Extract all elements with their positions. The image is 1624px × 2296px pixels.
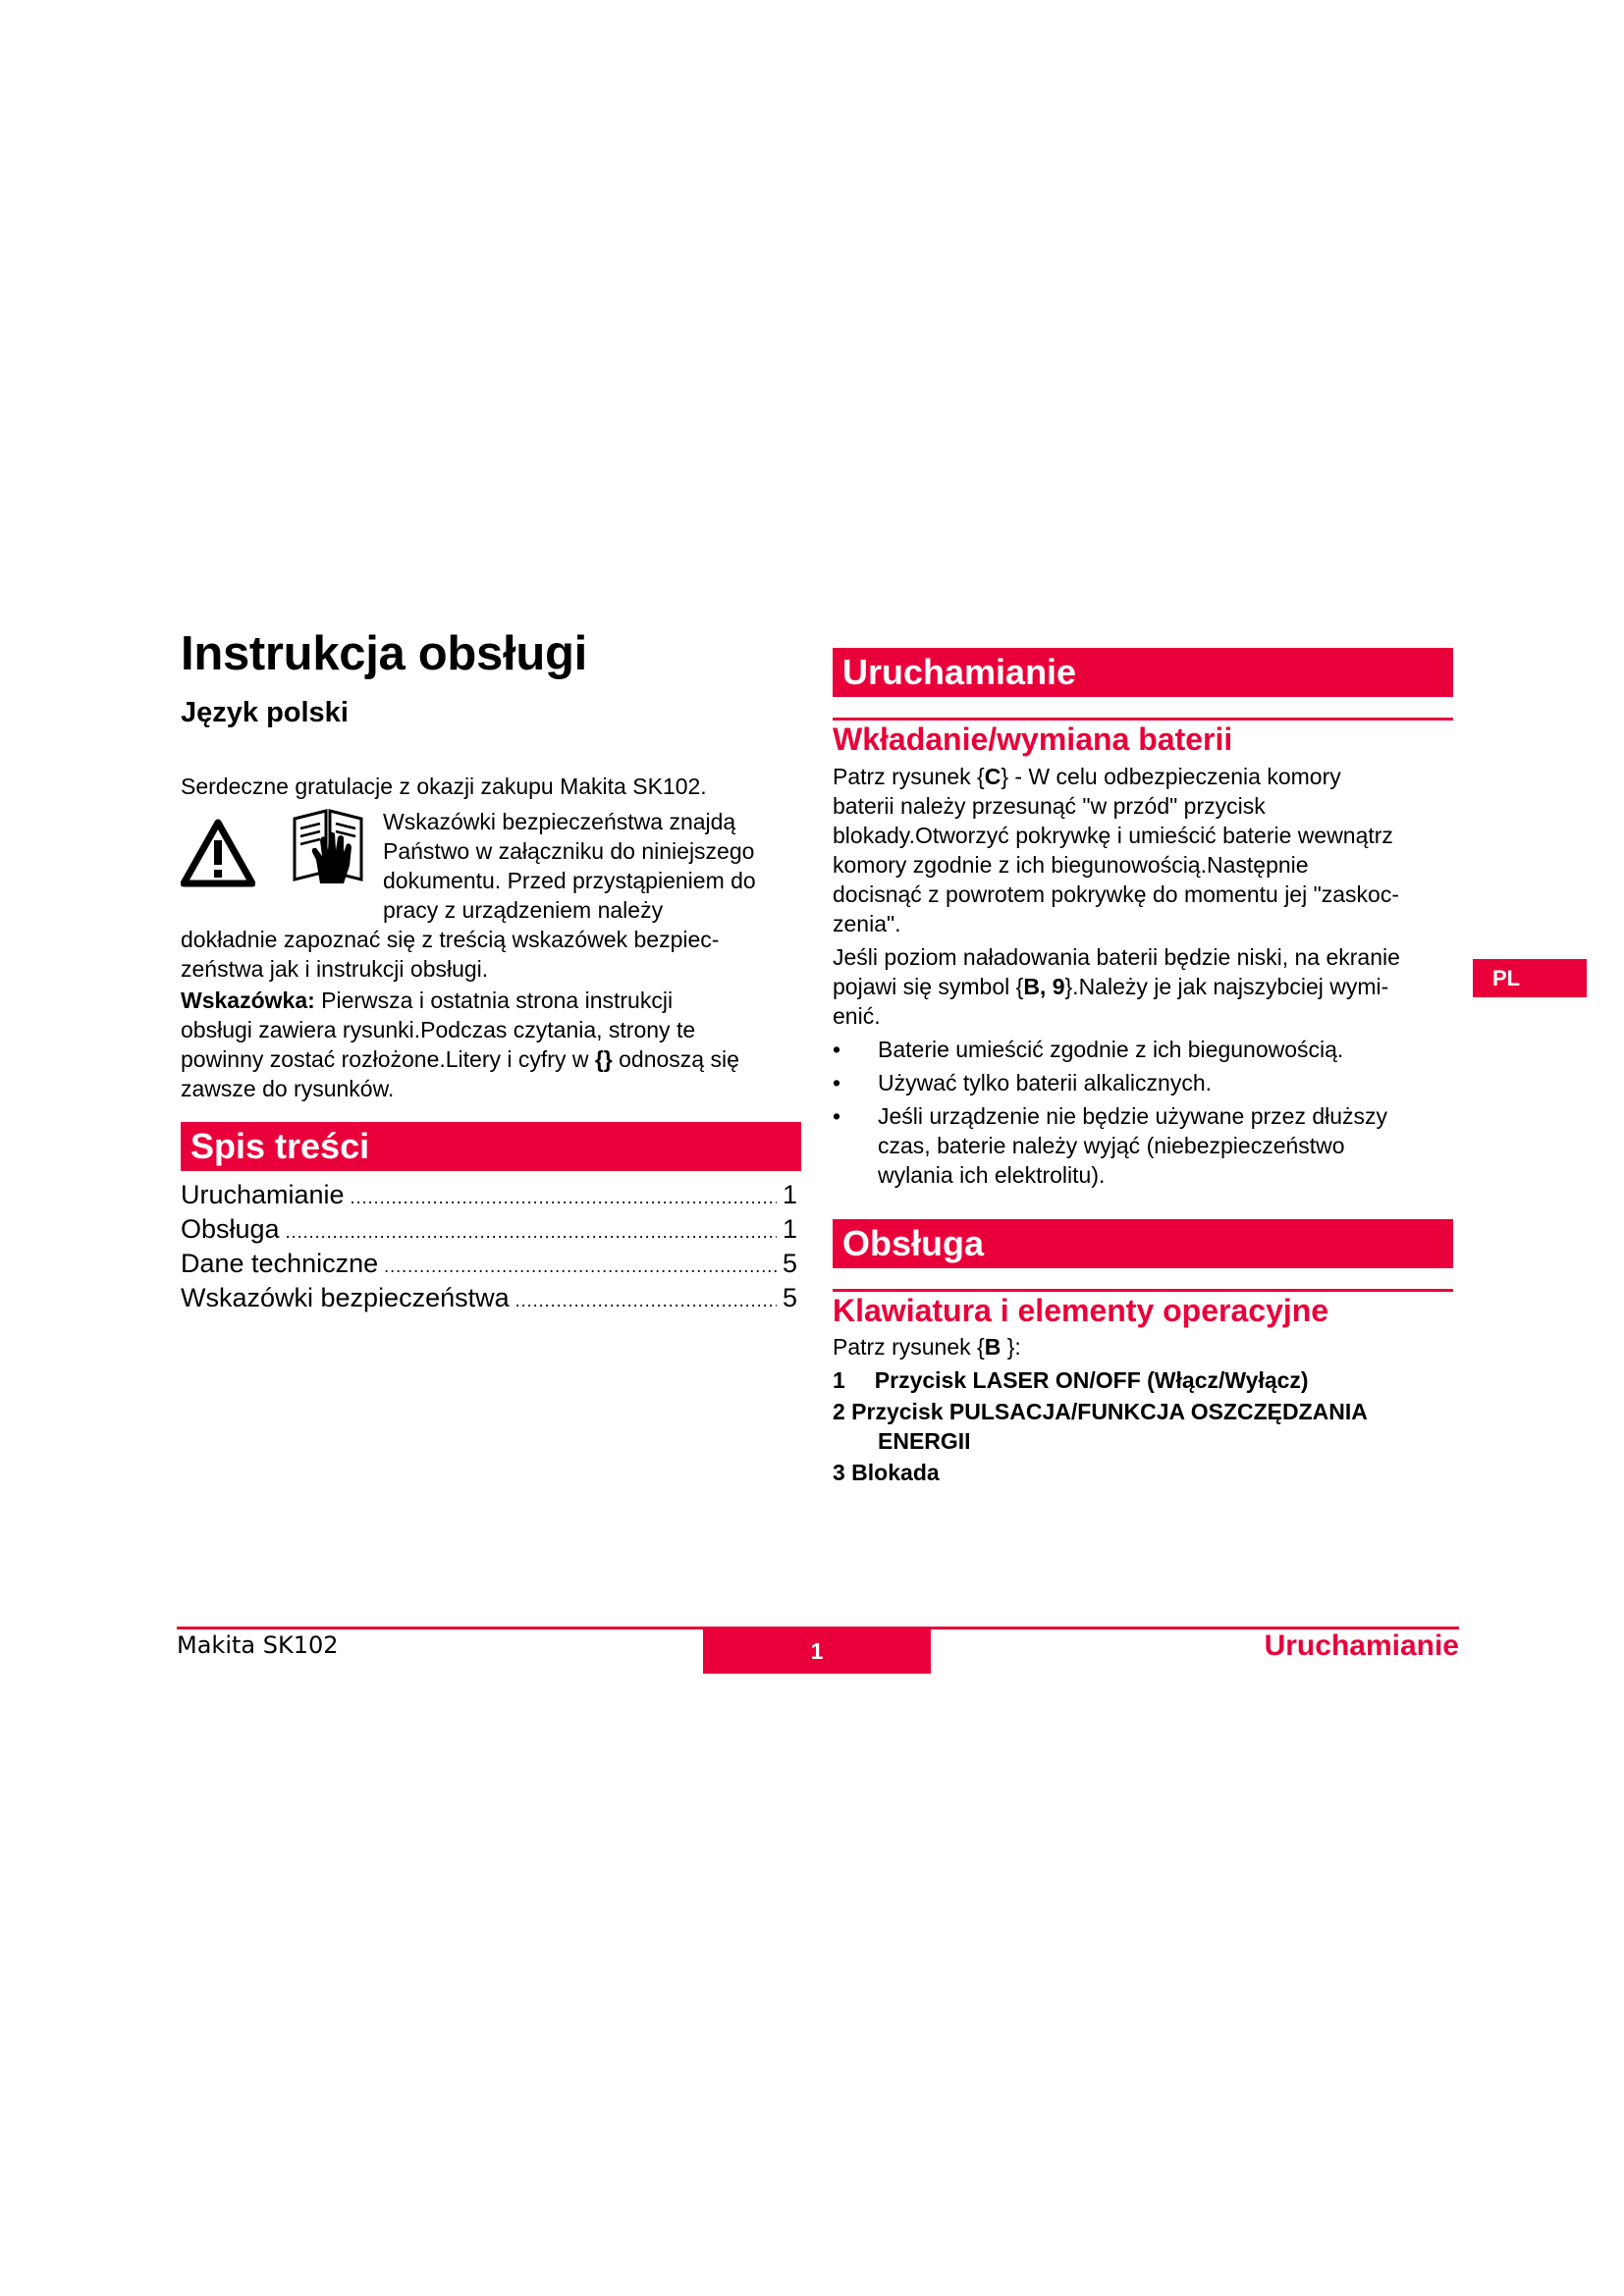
page-title: Instrukcja obsługi: [181, 627, 587, 680]
list-item: • Baterie umieścić zgodnie z ich biegunowością.: [833, 1037, 1344, 1062]
note-paragraph: Wskazówka: Pierwsza i ostatnia strona instrukcji obsługi zawiera rysunki.Podczas czytania, strony te powinny zostać rozłożone.Litery i cyfry w {} odnoszą się zawsze do rysunków.: [181, 988, 739, 1101]
footer-brand: Makita SK102: [177, 1631, 339, 1659]
note-label: Wskazówka:: [181, 988, 315, 1013]
battery-text: Patrz rysunek {C} - W celu odbezpieczenia komory baterii należy przesunąć "w przód" przycisk blokady.Otworzyć pokrywkę i umieścić baterie wewnątrz komory zgodnie z ich biegunowością.Następnie docisnąć z powrotem pokrywkę do momentu jej "zaskoc- zenia". Jeśli poziom naładowania baterii będzie niski, na ekranie pojawi się symbol {B, 9}.Należy je jak najszybciej wymi- enić. • Baterie umieścić zgodnie z ich biegunowością. • Używać tylko baterii alkalicznych. • Jeśli urządzenie nie będzie używane przez dłuższy czas, baterie należy wyjąć (niebezpieczeństwo wylania ich elektrolitu).: [833, 762, 1457, 1190]
footer-section-title: Uruchamianie: [1264, 1629, 1459, 1662]
toc-entry[interactable]: Uruchamianie ..... 1: [181, 1179, 797, 1213]
intro-text: Serdeczne gratulacje z okazji zakupu Makita SK102.: [181, 774, 707, 799]
safety-text-continued: dokładnie zapoznać się z treścią wskazówek bezpiec- zeństwa jak i instrukcji obsługi.: [181, 927, 720, 982]
language-tab: PL: [1473, 959, 1587, 997]
keypad-heading: Klawiatura i elementy operacyjne: [833, 1293, 1329, 1328]
list-item: 1 Przycisk LASER ON/OFF (Włącz/Wyłącz): [833, 1367, 1309, 1393]
battery-bullet-list: • Baterie umieścić zgodnie z ich biegunowością. • Używać tylko baterii alkalicznych. • Jeśli urządzenie nie będzie używane przez dłuższy czas, baterie należy wyjąć (niebezpieczeństwo wylania ich elektrolitu).: [833, 1035, 1457, 1190]
safety-notice: [181, 807, 799, 984]
manual-hand-icon: [291, 807, 367, 885]
section-heading-operation: Obsługa: [833, 1219, 1453, 1268]
list-item: • Używać tylko baterii alkalicznych.: [833, 1070, 1213, 1095]
toc-entry[interactable]: Obsługa ..... 1: [181, 1213, 797, 1248]
list-item: • Jeśli urządzenie nie będzie używane przez dłuższy: [833, 1103, 1388, 1129]
divider: [833, 1289, 1453, 1292]
section-heading-startup: Uruchamianie: [833, 648, 1453, 697]
page-subtitle: Język polski: [181, 697, 349, 728]
warning-triangle-icon: [181, 819, 255, 887]
toc-heading: Spis treści: [181, 1122, 801, 1171]
list-item: 2 Przycisk PULSACJA/FUNKCJA OSZCZĘDZANIA: [833, 1399, 1368, 1424]
battery-heading: Wkładanie/wymiana baterii: [833, 721, 1233, 757]
list-item: 3 Blokada: [833, 1460, 940, 1485]
safety-text-beside-icons: Wskazówki bezpieczeństwa znajdą Państwo w załączniku do niniejszego dokumentu. Przed przystąpieniem do pracy z urządzeniem należy: [383, 809, 756, 923]
keypad-text: Patrz rysunek {B }: 1 Przycisk LASER ON/OFF (Włącz/Wyłącz) 2 Przycisk PULSACJA/FUNKCJA OSZCZĘDZANIA ENERGII 3 Blokada: [833, 1332, 1457, 1487]
toc-entry[interactable]: Wskazówki bezpieczeństwa ..... 5: [181, 1282, 797, 1316]
page-number: 1: [703, 1629, 931, 1674]
toc-entry[interactable]: Dane techniczne ..... 5: [181, 1248, 797, 1282]
divider: [833, 718, 1453, 721]
table-of-contents: [181, 1179, 797, 1316]
